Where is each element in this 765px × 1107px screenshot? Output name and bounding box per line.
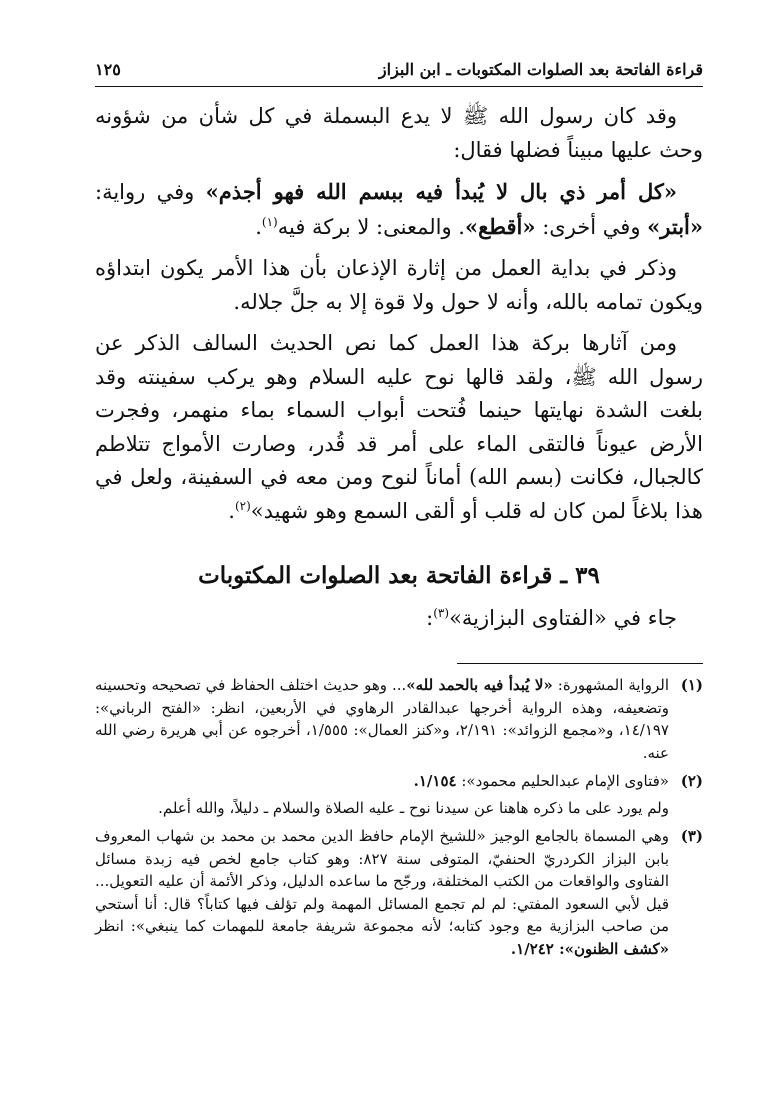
section-intro-end: : bbox=[426, 606, 434, 630]
section-intro-text: جاء في «الفتاوى البزازية» bbox=[449, 606, 677, 630]
page-number: ١٢٥ bbox=[95, 60, 121, 79]
footnote-number: (٢) bbox=[680, 772, 703, 790]
p4-text: ومن آثارها بركة هذا العمل كما نص الحديث السالف الذكر عن رسول الله ﷺ، ولقد قالها نوح عليه السلام وهو يركب سفينته وقد بلغت الشدة نهايتها حينما فُتحت أبواب السماء بماء منهمر، وفجرت الأرض عيوناً فالتقى الماء على أمر قد قُدر، وصارت الأمواج تتلاطم كالجبال، فكانت (بسم الله) أماناً لنوح ومن معه في السفينة، ولعل في هذا بلاغاً لمن كان له قلب أو ألقى السمع وهو شهيد» bbox=[95, 331, 703, 523]
variant-abtar: «أبتر» bbox=[647, 213, 703, 239]
footnote-2 bbox=[95, 770, 703, 819]
section-heading: ٣٩ ـ قراءة الفاتحة بعد الصلوات المكتوبات bbox=[198, 562, 600, 589]
footnote-3 bbox=[95, 825, 703, 960]
footnote-bold: «كشف الظنون»: ١/٢٤٢. bbox=[510, 939, 669, 958]
footnote-ref-1[interactable]: (١) bbox=[261, 214, 278, 229]
footnote-body bbox=[95, 674, 669, 764]
footnote-extra: ولم يورد على ما ذكره هاهنا عن سيدنا نوح ـ عليه الصلاة والسلام ـ دليلاً، والله أعلم. bbox=[158, 798, 669, 817]
footnote-number: (٣) bbox=[680, 827, 703, 845]
footnote-rest: ... وهو حديث اختلف الحفاظ في تصحيحه وتحسينه وتضعيفه، وهذه الرواية أخرجها عبدالقادر الرهاوي في الأربعين، انظر: «الفتح الرباني»: ١٤/١٩٧، و«مجمع الزوائد»: ٢/١٩١، و«كنز العمال»: ١/٥٥٥، أخرجوه عن أبي هريرة رضي الله عنه. bbox=[95, 676, 669, 762]
header-title: قراءة الفاتحة بعد الصلوات المكتوبات ـ ابن البزاز bbox=[378, 60, 703, 79]
p2-meaning: . والمعنى: لا بركة فيه bbox=[277, 214, 465, 239]
p2-end: . bbox=[255, 214, 262, 239]
footnote-divider bbox=[457, 663, 703, 664]
footnote-number: (١) bbox=[680, 676, 703, 694]
footnote-lead: وهي المسماة بالجامع الوجيز «للشيخ الإمام حافظ الدين محمد بن محمد بن شهاب المعروف بابن البزاز الكردريّ الحنفيّ، المتوفى سنة ٨٢٧: وهو كتاب جامع لخص فيه زبدة مسائل الفتاوى والواقعات من الكتب المختلفة، ورجّح ما ساعده الدليل، وذكر الأئمة أن عليه التعويل... قيل لأبي السعود المفتي: لم لم تجمع المسائل المهمة ولم تؤلف فيها كتاباً؟ قال: أنا أستحي من صاحب البزازية مع وجود كتابه؛ لأنه مجموعة شريفة جامعة للمهمات كما ينبغي»: انظر bbox=[95, 827, 670, 935]
footnote-lead: الرواية المشهورة: bbox=[552, 676, 669, 694]
footnote-ref-3[interactable]: (٣) bbox=[433, 606, 450, 620]
p2-mid: وفي رواية: bbox=[95, 180, 206, 204]
hadith-text: «كل أمر ذي بال لا يُبدأ فيه ببسم الله فهو أجذم» bbox=[205, 179, 677, 204]
paragraph-4 bbox=[95, 327, 703, 528]
paragraph-1: وقد كان رسول الله ﷺ لا يدع البسملة في كل شأن من شؤونه وحث عليها مبيناً فضلها فقال: bbox=[95, 104, 703, 162]
footnote-body bbox=[95, 825, 669, 960]
body-text bbox=[95, 100, 703, 528]
paragraph-2 bbox=[95, 175, 703, 244]
footnotes bbox=[95, 674, 703, 966]
footnote-lead: «فتاوى الإمام عبدالحليم محمود»: bbox=[456, 772, 669, 790]
variant-aqta: «أقطع» bbox=[464, 213, 536, 239]
section-intro bbox=[95, 606, 703, 630]
p4-end: . bbox=[228, 498, 235, 523]
p2-other: وفي أخرى: bbox=[535, 214, 648, 239]
running-header bbox=[95, 52, 703, 87]
paragraph-3: وذكر في بداية العمل من إثارة الإذعان بأن هذا الأمر يكون ابتداؤه ويكون تمامه بالله، وأنه لا حول ولا قوة إلا به جلَّ جلاله. bbox=[95, 256, 703, 314]
footnote-1 bbox=[95, 674, 703, 764]
footnote-ref-2[interactable]: (٢) bbox=[234, 498, 251, 513]
footnote-bold: «لا يُبدأ فيه بالحمد لله» bbox=[406, 676, 553, 694]
footnote-bold: ١/١٥٤. bbox=[413, 772, 457, 790]
footnote-body bbox=[95, 770, 669, 819]
